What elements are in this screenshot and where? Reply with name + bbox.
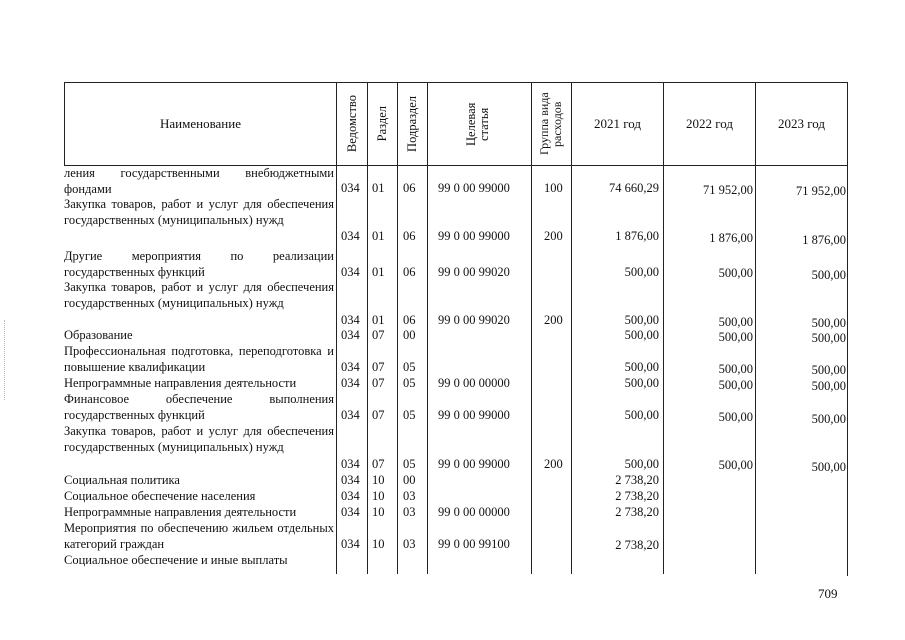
row-name: Мероприятия по обеспечению жильем отдельных категорий граждан (64, 521, 334, 551)
row-name: Образование (64, 328, 133, 342)
row-2022: 500,00 (718, 362, 753, 376)
row-razdel: 07 (372, 328, 385, 342)
row-podrazdel: 06 (403, 229, 416, 243)
page-number: 709 (818, 586, 838, 601)
row-razdel: 07 (372, 376, 385, 390)
row-ved: 034 (341, 489, 360, 503)
row-2022: 71 952,00 (703, 183, 753, 197)
row-razdel: 07 (372, 408, 385, 422)
row-2022: 500,00 (718, 266, 753, 280)
row-2021: 500,00 (624, 265, 659, 279)
row-celevaya: 99 0 00 99020 (438, 313, 510, 327)
row-name: Непрограммные направления деятельности (64, 376, 297, 390)
row-celevaya: 99 0 00 99000 (438, 408, 510, 422)
row-celevaya: 99 0 00 00000 (438, 505, 510, 519)
row-name: Закупка товаров, работ и услуг для обеспечения государственных (муниципальных) нужд (64, 197, 334, 227)
header-2021 (571, 82, 663, 166)
row-celevaya: 99 0 00 99000 (438, 229, 510, 243)
row-ved: 034 (341, 181, 360, 195)
row-celevaya: 99 0 00 99100 (438, 537, 510, 551)
header-2021-text: 2021 год (594, 116, 641, 131)
row-ved: 034 (341, 313, 360, 327)
row-celevaya: 99 0 00 99020 (438, 265, 510, 279)
row-2023: 500,00 (811, 363, 846, 377)
column-divider (847, 166, 848, 576)
header-ved-text: Ведомство (344, 95, 359, 153)
row-name: ления государственными внебюджетными фондами (64, 166, 334, 196)
row-gruppa: 200 (544, 313, 563, 327)
row-gruppa: 100 (544, 181, 563, 195)
header-name (64, 82, 336, 166)
row-razdel: 01 (372, 229, 385, 243)
row-razdel: 10 (372, 505, 385, 519)
row-gruppa: 200 (544, 229, 563, 243)
row-2021: 500,00 (624, 328, 659, 342)
row-2021: 500,00 (624, 360, 659, 374)
row-2023: 500,00 (811, 331, 846, 345)
row-2021: 2 738,20 (615, 505, 659, 519)
row-name: Профессиональная подготовка, переподготовка и повышение квалификации (64, 344, 334, 374)
row-name: Социальное обеспечение населения (64, 489, 256, 503)
row-name: Социальное обеспечение и иные выплаты (64, 553, 288, 567)
row-2021: 2 738,20 (615, 473, 659, 487)
column-divider (531, 166, 532, 574)
header-2022-text: 2022 год (686, 116, 733, 131)
column-divider (663, 166, 664, 574)
row-podrazdel: 05 (403, 457, 416, 471)
row-podrazdel: 03 (403, 505, 416, 519)
row-name: Другие мероприятия по реализации государственных функций (64, 249, 334, 279)
row-razdel: 10 (372, 489, 385, 503)
row-2021: 500,00 (624, 408, 659, 422)
row-razdel: 07 (372, 457, 385, 471)
row-razdel: 10 (372, 537, 385, 551)
row-celevaya: 99 0 00 99000 (438, 181, 510, 195)
row-celevaya: 99 0 00 99000 (438, 457, 510, 471)
column-divider (427, 166, 428, 574)
header-razdel (367, 82, 397, 166)
row-podrazdel: 05 (403, 360, 416, 374)
row-ved: 034 (341, 328, 360, 342)
column-divider (367, 166, 368, 574)
row-podrazdel: 03 (403, 537, 416, 551)
row-2023: 500,00 (811, 412, 846, 426)
row-podrazdel: 00 (403, 473, 416, 487)
row-2021: 2 738,20 (615, 489, 659, 503)
header-gruppa-text: Группа вида расходов (536, 92, 564, 156)
row-podrazdel: 00 (403, 328, 416, 342)
row-razdel: 10 (372, 473, 385, 487)
row-celevaya: 99 0 00 00000 (438, 376, 510, 390)
row-2022: 500,00 (718, 378, 753, 392)
row-ved: 034 (341, 457, 360, 471)
header-2023 (755, 82, 848, 166)
row-2023: 500,00 (811, 316, 846, 330)
row-2022: 500,00 (718, 330, 753, 344)
row-podrazdel: 05 (403, 376, 416, 390)
row-2022: 500,00 (718, 410, 753, 424)
header-celevaya-text: Целевая статья (463, 102, 491, 146)
row-ved: 034 (341, 376, 360, 390)
row-name: Закупка товаров, работ и услуг для обеспечения государственных (муниципальных) нужд (64, 424, 334, 454)
row-podrazdel: 05 (403, 408, 416, 422)
header-razdel-text: Раздел (375, 106, 389, 142)
row-ved: 034 (341, 408, 360, 422)
row-name: Социальная политика (64, 473, 180, 487)
row-gruppa: 200 (544, 457, 563, 471)
row-2021: 74 660,29 (609, 181, 659, 195)
row-podrazdel: 06 (403, 265, 416, 279)
row-ved: 034 (341, 537, 360, 551)
row-name: Финансовое обеспечение выполнения государственных функций (64, 392, 334, 422)
row-podrazdel: 03 (403, 489, 416, 503)
header-2022 (663, 82, 755, 166)
header-gruppa (531, 82, 571, 166)
column-divider (397, 166, 398, 574)
header-2023-text: 2023 год (778, 116, 825, 131)
row-2023: 500,00 (811, 379, 846, 393)
row-razdel: 07 (372, 360, 385, 374)
row-razdel: 01 (372, 181, 385, 195)
header-celevaya (427, 82, 531, 166)
column-divider (571, 166, 572, 574)
row-2022: 500,00 (718, 458, 753, 472)
header-name-text: Наименование (160, 116, 241, 131)
row-razdel: 01 (372, 265, 385, 279)
row-2023: 500,00 (811, 268, 846, 282)
row-2021: 1 876,00 (615, 229, 659, 243)
row-2023: 71 952,00 (796, 184, 846, 198)
row-2021: 2 738,20 (615, 538, 659, 552)
row-2021: 500,00 (624, 457, 659, 471)
row-2022: 1 876,00 (709, 231, 753, 245)
row-ved: 034 (341, 473, 360, 487)
row-ved: 034 (341, 360, 360, 374)
scan-artifact (4, 320, 7, 400)
row-podrazdel: 06 (403, 181, 416, 195)
row-2023: 500,00 (811, 460, 846, 474)
row-name: Закупка товаров, работ и услуг для обеспечения государственных (муниципальных) нужд (64, 280, 334, 310)
column-divider (755, 166, 756, 574)
row-name: Непрограммные направления деятельности (64, 505, 297, 519)
row-ved: 034 (341, 265, 360, 279)
row-2021: 500,00 (624, 313, 659, 327)
column-divider (336, 166, 337, 574)
header-ved (336, 82, 367, 166)
header-podrazdel (397, 82, 427, 166)
row-2021: 500,00 (624, 376, 659, 390)
row-2023: 1 876,00 (802, 233, 846, 247)
row-ved: 034 (341, 229, 360, 243)
row-podrazdel: 06 (403, 313, 416, 327)
header-podrazdel-text: Подраздел (405, 96, 419, 152)
row-2022: 500,00 (718, 315, 753, 329)
row-razdel: 01 (372, 313, 385, 327)
row-ved: 034 (341, 505, 360, 519)
